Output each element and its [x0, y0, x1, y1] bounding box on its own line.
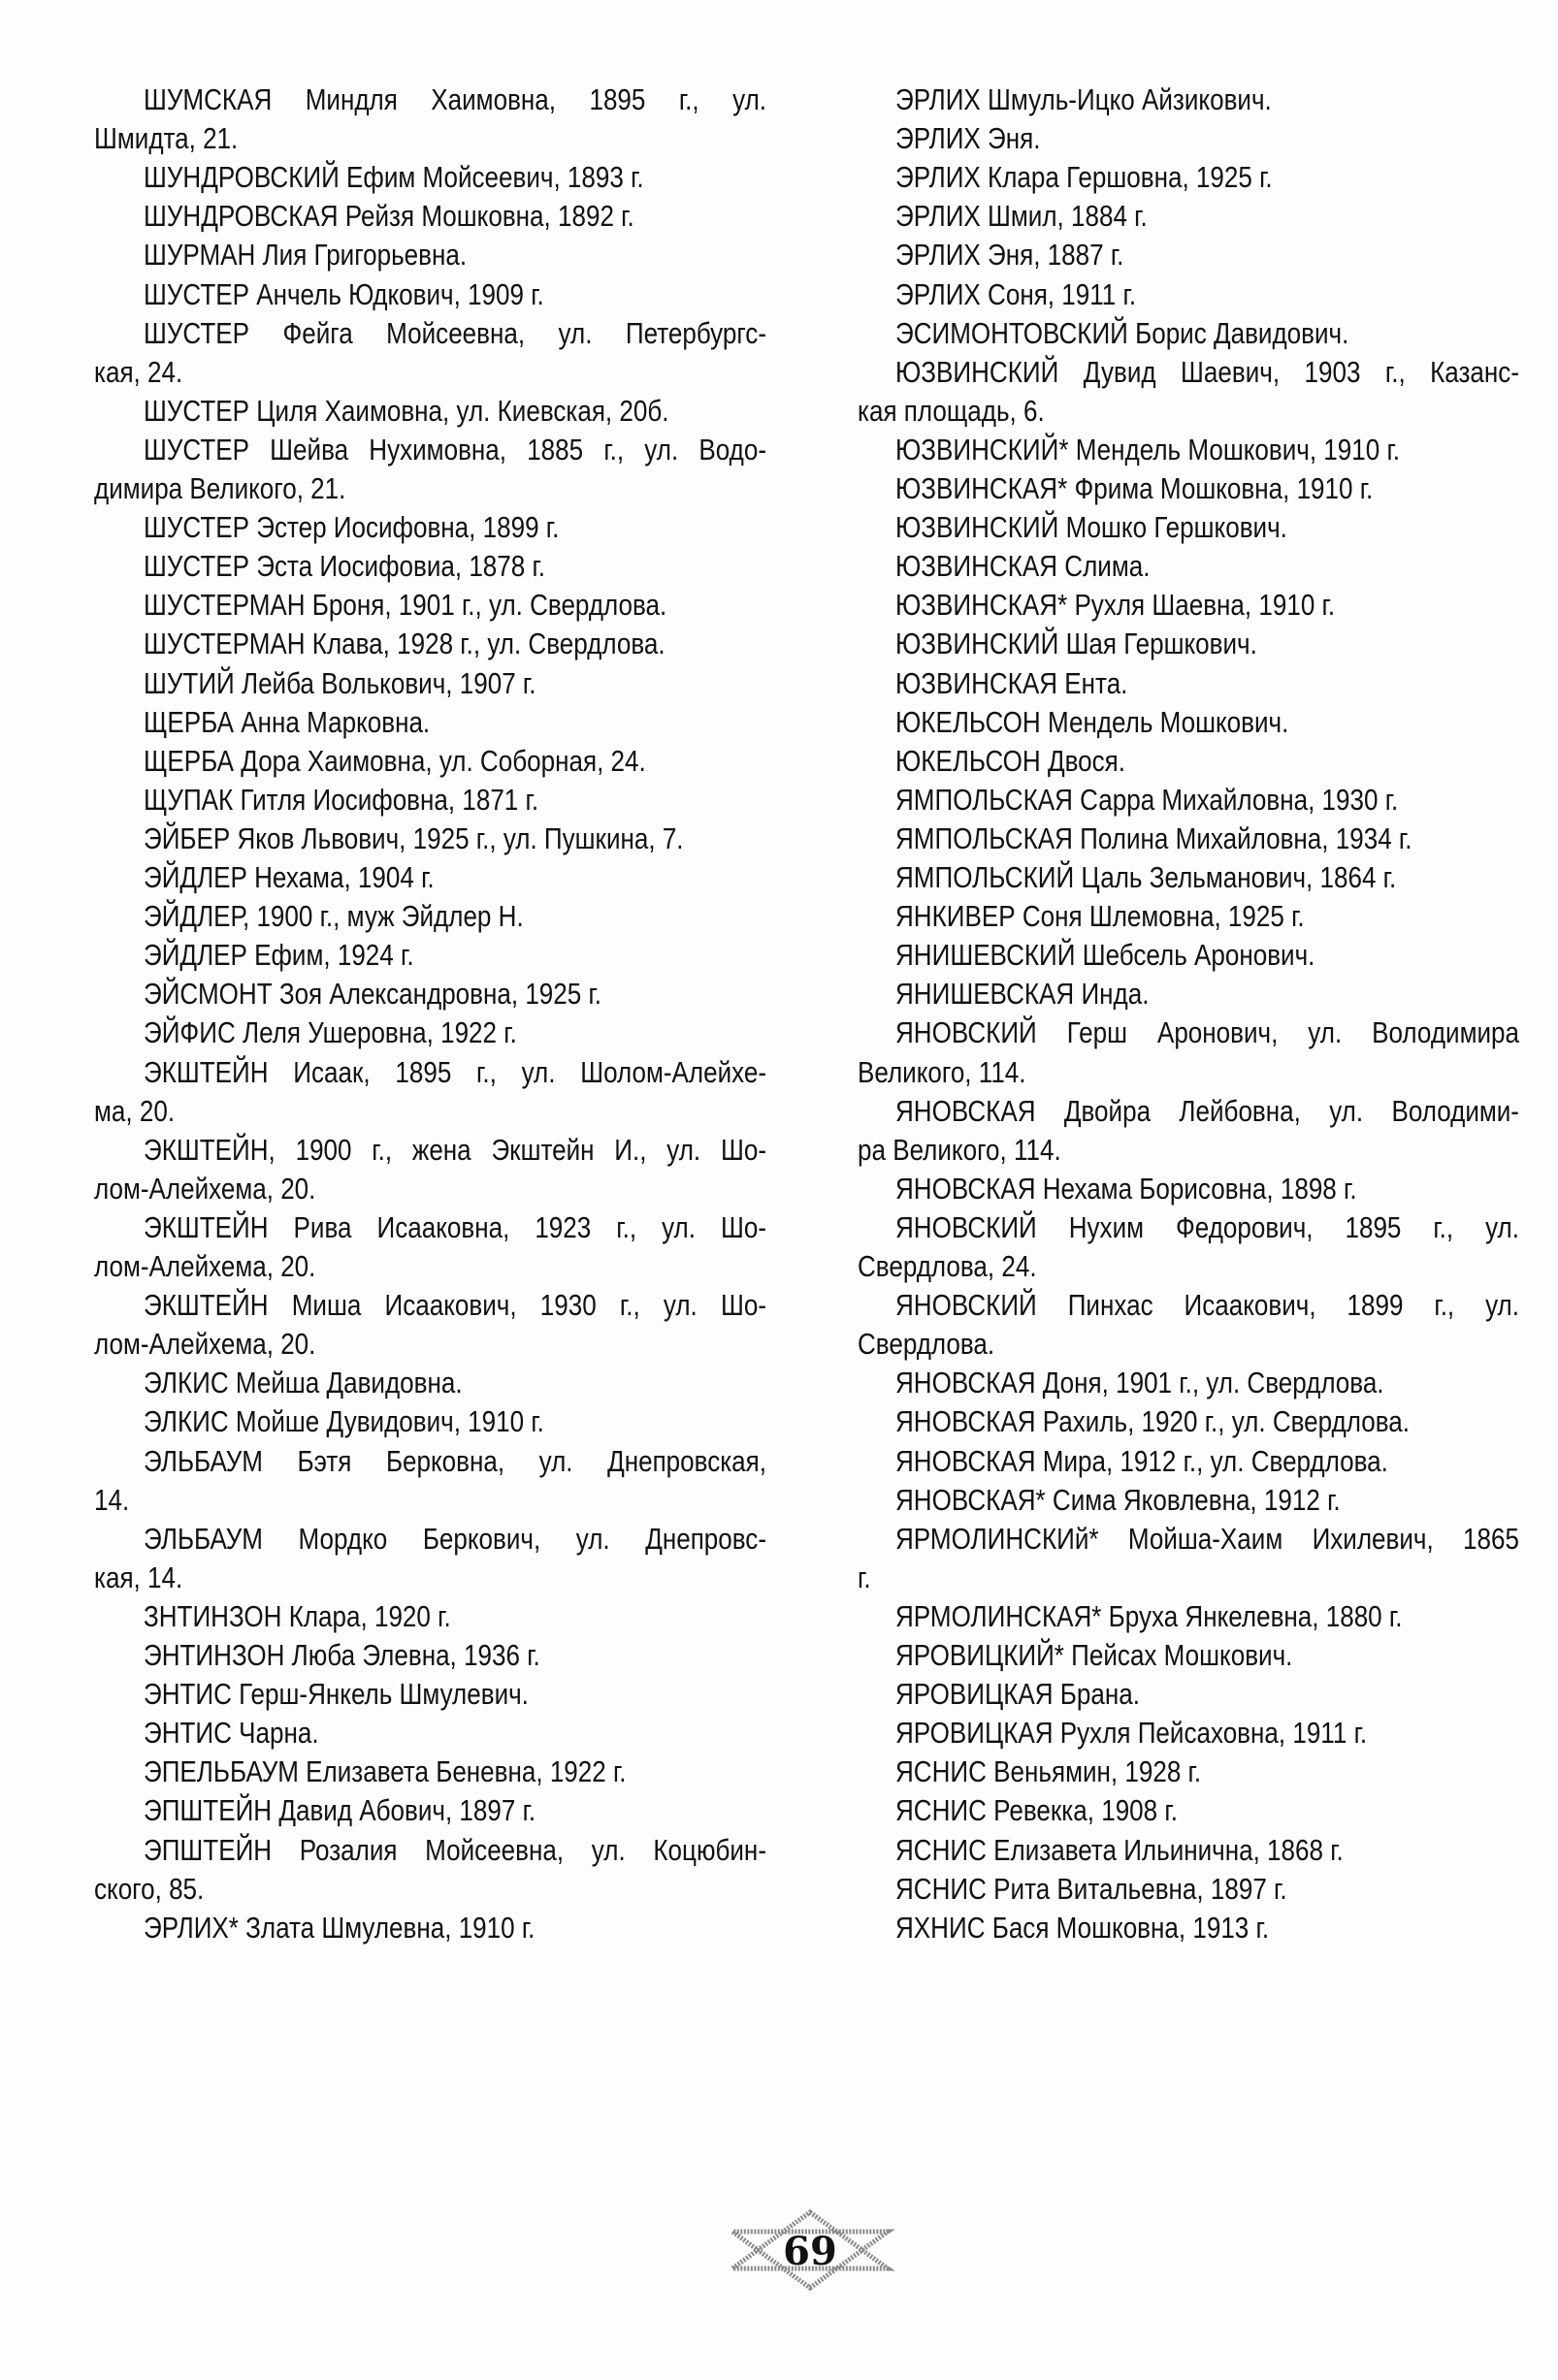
entry-line: ЮЗВИНСКИЙ Дувид Шаевич, 1903 г., Казанс-	[895, 354, 1519, 389]
entry-line: ЮЗВИНСКАЯ Слима.	[895, 549, 1151, 584]
entry-continuation-line: Свердлова.	[858, 1327, 995, 1362]
entry-line: ШУСТЕР Шейва Нухимовна, 1885 г., ул. Водо-	[144, 432, 766, 466]
page-number: 69	[783, 2229, 837, 2274]
entry-continuation-line: кая площадь, 6.	[858, 393, 1045, 428]
entry-line: ЮЗВИНСКИЙ* Мендель Мошкович, 1910 г.	[895, 432, 1401, 466]
entry-line: ЭРЛИХ Соня, 1911 г.	[895, 276, 1137, 311]
entry-line: ШУСТЕР Анчель Юдкович, 1909 г.	[144, 276, 544, 311]
entry-line: ЭКШТЕЙН Миша Исаакович, 1930 г., ул. Шо-	[144, 1288, 766, 1323]
entry-line: ЯНОВСКАЯ Рахиль, 1920 г., ул. Свердлова.	[895, 1404, 1410, 1439]
entry-continuation-line: димира Великого, 21.	[94, 471, 346, 505]
entry-line: ЭРЛИХ Эня.	[895, 121, 1041, 156]
entry-line: ЯНОВСКАЯ* Сима Яковлевна, 1912 г.	[895, 1482, 1341, 1517]
entry-line: ЭНТИНЗОН Люба Элевна, 1936 г.	[144, 1638, 540, 1672]
entry-line: ЭКШТЕЙН Исаак, 1895 г., ул. Шолом-Алейхе-	[144, 1054, 766, 1089]
entry-continuation-line: Великого, 114.	[858, 1054, 1026, 1089]
entry-line: ЭЛКИС Мойше Дувидович, 1910 г.	[144, 1404, 544, 1439]
entry-line: ШУРМАН Лия Григорьевна.	[144, 238, 468, 273]
entry-continuation-line: г.	[858, 1560, 871, 1594]
entry-line: ШУСТЕР Эста Иосифовиа, 1878 г.	[144, 549, 546, 584]
entry-line: ЯНКИВЕР Соня Шлемовна, 1925 г.	[895, 899, 1305, 934]
entry-line: ЗНТИНЗОН Клара, 1920 г.	[144, 1598, 451, 1633]
entry-line: ЯСНИС Елизавета Ильинична, 1868 г.	[895, 1832, 1344, 1867]
entry-line: ЯРОВИЦКИЙ* Пейсах Мошкович.	[895, 1638, 1293, 1672]
entry-line: ЯРМОЛИНСКАЯ* Бруха Янкелевна, 1880 г.	[895, 1598, 1403, 1633]
entry-continuation-line: ра Великого, 114.	[858, 1132, 1061, 1167]
entry-line: ЭПШТЕЙН Давид Абович, 1897 г.	[144, 1793, 536, 1828]
entry-line: ЭЙДЛЕР, 1900 г., муж Эйдлер Н.	[144, 899, 524, 934]
entry-line: ЯНОВСКАЯ Мира, 1912 г., ул. Свердлова.	[895, 1443, 1388, 1478]
entry-line: ЯРОВИЦКАЯ Брана.	[895, 1677, 1140, 1712]
entry-continuation-line: лом-Алейхема, 20.	[94, 1171, 316, 1206]
entry-line: ЮКЕЛЬСОН Мендель Мошкович.	[895, 704, 1289, 739]
entry-line: ЮКЕЛЬСОН Двося.	[895, 743, 1125, 778]
entry-line: ЯРОВИЦКАЯ Рухля Пейсаховна, 1911 г.	[895, 1716, 1368, 1751]
entry-line: ЭСИМОНТОВСКИЙ Борис Давидович.	[895, 315, 1349, 350]
entry-continuation-line: ма, 20.	[94, 1093, 176, 1128]
entry-line: ЩЕРБА Дора Хаимовна, ул. Соборная, 24.	[144, 743, 646, 778]
entry-line: ЯНОВСКАЯ Доня, 1901 г., ул. Свердлова.	[895, 1366, 1384, 1400]
entry-line: ШУСТЕРМАН Броня, 1901 г., ул. Свердлова.	[144, 588, 667, 623]
entry-continuation-line: 14.	[94, 1482, 130, 1517]
entry-line: ШУТИЙ Лейба Волькович, 1907 г.	[144, 665, 536, 700]
entry-line: ЮЗВИНСКИЙ Мошко Гершкович.	[895, 510, 1287, 545]
entry-line: ЯНИШЕВСКИЙ Шебсель Аронович.	[895, 938, 1315, 973]
entry-line: ЩУПАК Гитля Иосифовна, 1871 г.	[144, 782, 539, 817]
entry-line: ЯМПОЛЬСКИЙ Цаль Зельманович, 1864 г.	[895, 860, 1397, 894]
entry-line: ЯХНИС Бася Мошковна, 1913 г.	[895, 1910, 1270, 1945]
entry-line: ЭРЛИХ Шмил, 1884 г.	[895, 199, 1148, 234]
entry-line: ЯСНИС Веньямин, 1928 г.	[895, 1754, 1202, 1789]
entry-line: ШУНДРОВСКАЯ Рейзя Мошковна, 1892 г.	[144, 199, 634, 234]
entry-continuation-line: ского, 85.	[94, 1871, 205, 1906]
entry-continuation-line: лом-Алейхема, 20.	[94, 1327, 316, 1362]
entry-line: ЭЙБЕР Яков Львович, 1925 г., ул. Пушкина, 7.	[144, 820, 684, 855]
entry-line: ШУСТЕР Циля Хаимовна, ул. Киевская, 20б.	[144, 393, 669, 428]
entry-line: ЭЛЬБАУМ Бэтя Берковна, ул. Днепровская,	[144, 1443, 766, 1478]
entry-line: ЯМПОЛЬСКАЯ Полина Михайловна, 1934 г.	[895, 820, 1412, 855]
entry-line: ЯРМОЛИНСКИй* Мойша-Хаим Ихилевич, 1865	[895, 1521, 1519, 1556]
entry-line: ЭКШТЕЙН, 1900 г., жена Экштейн И., ул. Шо-	[144, 1132, 766, 1167]
entry-line: ЯНОВСКИЙ Пинхас Исаакович, 1899 г., ул.	[895, 1288, 1519, 1323]
entry-line: ЩЕРБА Анна Марковна.	[144, 704, 431, 739]
entry-line: ШУСТЕР Эстер Иосифовна, 1899 г.	[144, 510, 560, 545]
entry-continuation-line: Шмидта, 21.	[94, 121, 239, 156]
entry-line: ЭЛКИС Мейша Давидовна.	[144, 1366, 463, 1400]
entry-line: ЭКШТЕЙН Рива Исааковна, 1923 г., ул. Шо-	[144, 1209, 766, 1244]
entry-continuation-line: Свердлова, 24.	[858, 1249, 1037, 1283]
entry-line: ЯНОВСКАЯ Нехама Борисовна, 1898 г.	[895, 1171, 1357, 1206]
entry-line: ШУНДРОВСКИЙ Ефим Мойсеевич, 1893 г.	[144, 160, 644, 195]
entry-continuation-line: кая, 24.	[94, 354, 183, 389]
entry-line: ЮЗВИНСКИЙ Шая Гершкович.	[895, 627, 1257, 661]
entry-line: ЭРЛИХ Шмуль-Ицко Айзикович.	[895, 82, 1272, 116]
entry-line: ЯМПОЛЬСКАЯ Сарра Михайловна, 1930 г.	[895, 782, 1399, 817]
entry-line: ЭРЛИХ Клара Гершовна, 1925 г.	[895, 160, 1273, 195]
entry-line: ШУМСКАЯ Миндля Хаимовна, 1895 г., ул.	[144, 82, 766, 116]
page-number-ornament	[723, 2206, 897, 2299]
entry-line: ШУСТЕРМАН Клава, 1928 г., ул. Свердлова.	[144, 627, 665, 661]
entry-continuation-line: кая, 14.	[94, 1560, 183, 1594]
entry-line: ЮЗВИНСКАЯ Ента.	[895, 665, 1128, 700]
entry-line: ЯНИШЕВСКАЯ Инда.	[895, 977, 1150, 1012]
entry-line: ЭЙФИС Леля Ушеровна, 1922 г.	[144, 1015, 517, 1050]
entry-line: ЭЙСМОНТ Зоя Александровна, 1925 г.	[144, 977, 602, 1012]
entry-line: ЮЗВИНСКАЯ* Фрима Мошковна, 1910 г.	[895, 471, 1374, 505]
entry-line: ЭЙДЛЕР Нехама, 1904 г.	[144, 860, 435, 894]
entry-line: ЯСНИС Рита Витальевна, 1897 г.	[895, 1871, 1287, 1906]
entry-line: ЭРЛИХ* Злата Шмулевна, 1910 г.	[144, 1910, 536, 1945]
entry-line: ЯСНИС Ревекка, 1908 г.	[895, 1793, 1178, 1828]
entry-line: ЮЗВИНСКАЯ* Рухля Шаевна, 1910 г.	[895, 588, 1336, 623]
entry-line: ЭПШТЕЙН Розалия Мойсеевна, ул. Коцюбин-	[144, 1832, 766, 1867]
entry-line: ЭЙДЛЕР Ефим, 1924 г.	[144, 938, 414, 973]
entry-line: ЭНТИС Чарна.	[144, 1716, 319, 1751]
entry-continuation-line: лом-Алейхема, 20.	[94, 1249, 316, 1283]
entry-line: ЯНОВСКИЙ Герш Аронович, ул. Володимира	[895, 1015, 1519, 1050]
entry-line: ЭПЕЛЬБАУМ Елизавета Беневна, 1922 г.	[144, 1754, 627, 1789]
entry-line: ЭНТИС Герш-Янкель Шмулевич.	[144, 1677, 529, 1712]
entry-line: ЯНОВСКАЯ Двойра Лейбовна, ул. Володими-	[895, 1093, 1519, 1128]
entry-line: ЭЛЬБАУМ Мордко Беркович, ул. Днепровс-	[144, 1521, 766, 1556]
entry-line: ЯНОВСКИЙ Нухим Федорович, 1895 г., ул.	[895, 1209, 1519, 1244]
entry-line: ШУСТЕР Фейга Мойсеевна, ул. Петербургс-	[144, 315, 766, 350]
entry-line: ЭРЛИХ Эня, 1887 г.	[895, 238, 1124, 273]
